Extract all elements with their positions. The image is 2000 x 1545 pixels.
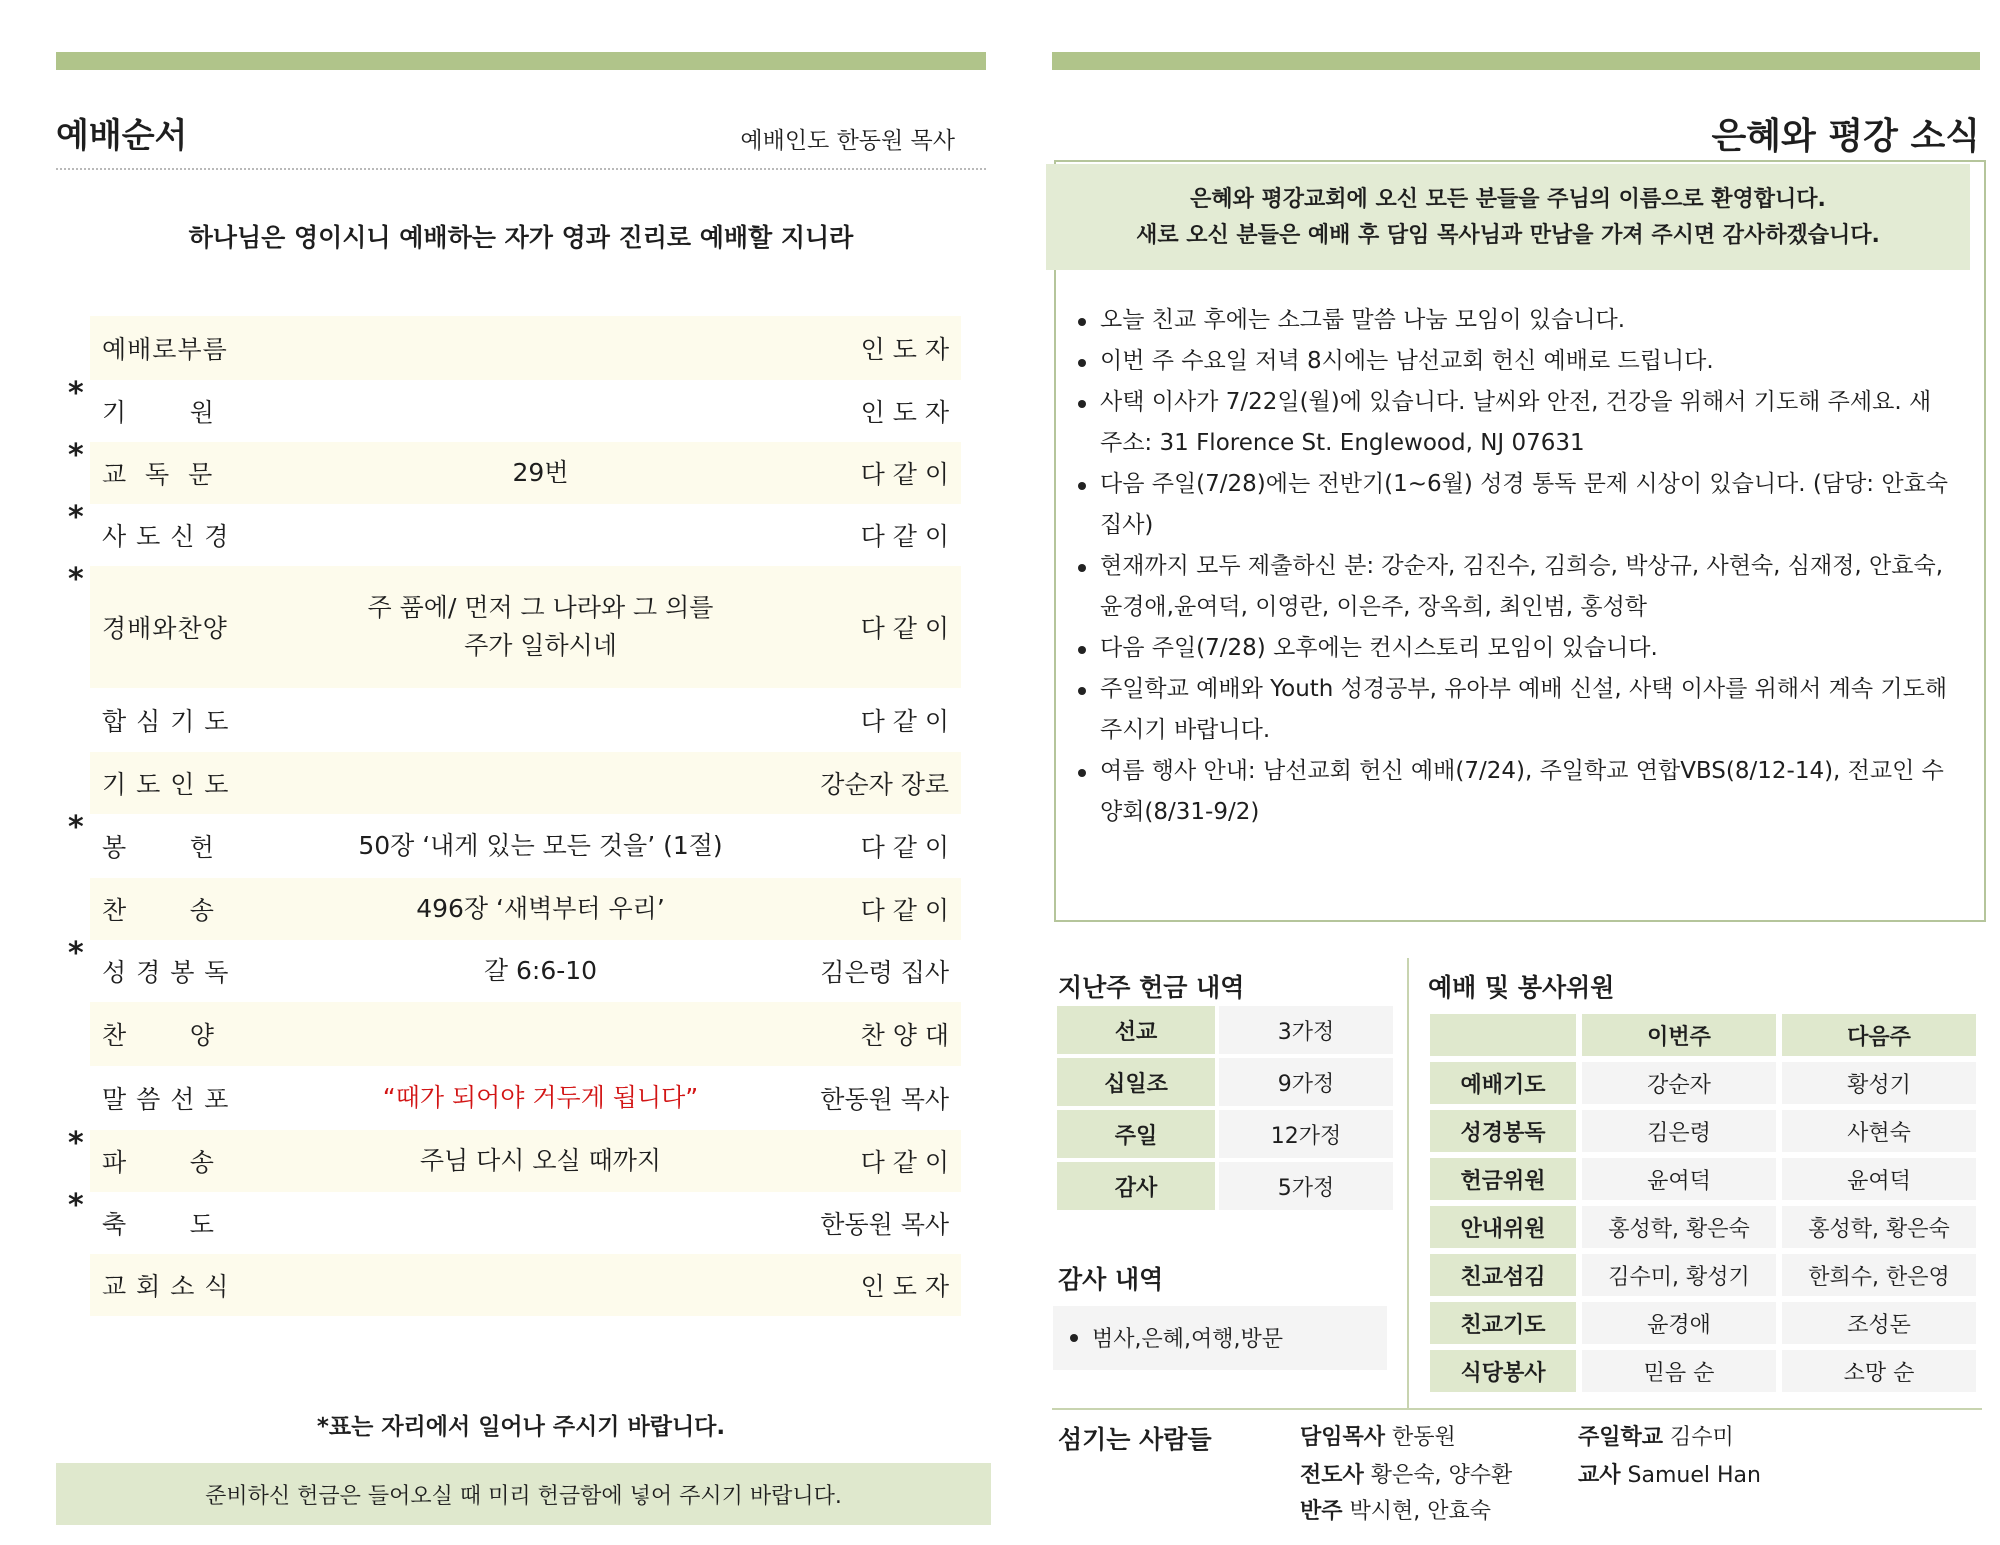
order-item-responder: 다 같 이	[860, 707, 949, 736]
order-item-name: 합 심 기 도	[102, 707, 230, 736]
worship-leader: 예배인도 한동원 목사	[740, 128, 955, 154]
staff-role: 반주	[1300, 1499, 1343, 1524]
order-item-name: 찬 송	[102, 896, 215, 925]
order-item-responder: 다 같 이	[860, 1148, 949, 1177]
order-row	[56, 316, 961, 380]
service-role: 안내위원	[1430, 1206, 1576, 1248]
table-row	[1430, 1302, 1976, 1344]
stand-asterisk-icon: *	[68, 500, 84, 535]
table-row	[1430, 1158, 1976, 1200]
staff-entry	[1578, 1420, 1734, 1451]
header-next-week: 다음주	[1782, 1014, 1976, 1056]
offering-value: 3가정	[1219, 1006, 1393, 1054]
offering-value: 5가정	[1219, 1162, 1393, 1210]
table-row	[1057, 1162, 1393, 1210]
order-item-content: 496장 ‘새벽부터 우리’	[416, 894, 665, 923]
order-item-responder: 김은령 집사	[820, 958, 949, 987]
service-next-week: 한희수, 한은영	[1782, 1254, 1976, 1296]
staff-names: 한동원	[1392, 1425, 1456, 1450]
order-item-responder: 한동원 목사	[820, 1085, 949, 1114]
order-row-body	[90, 442, 961, 504]
order-row	[56, 1254, 961, 1316]
order-row-body	[90, 688, 961, 752]
staff-names: 김수미	[1670, 1425, 1734, 1450]
order-item-content: 50장 ‘내게 있는 모든 것을’ (1절)	[358, 831, 723, 860]
order-row-body	[90, 504, 961, 566]
order-row	[56, 1188, 961, 1254]
welcome-line-1: 은혜와 평강교회에 오신 모든 분들을 주님의 이름으로 환영합니다.	[1190, 187, 1826, 212]
staff-names: 박시현, 안효숙	[1349, 1499, 1492, 1524]
order-row	[56, 1002, 961, 1066]
welcome-line-2: 새로 오신 분들은 예배 후 담임 목사님과 만남을 가져 주시면 감사하겠습니다.	[1136, 223, 1880, 248]
service-this-week: 김수미, 황성기	[1582, 1254, 1776, 1296]
service-next-week: 황성기	[1782, 1062, 1976, 1104]
order-item-responder: 인 도 자	[860, 335, 949, 364]
order-item-content: 갈 6:6-10	[483, 956, 598, 985]
staff-entry	[1300, 1420, 1456, 1451]
order-item-name: 축 도	[102, 1210, 215, 1239]
table-row	[1057, 1110, 1393, 1158]
offering-value: 12가정	[1219, 1110, 1393, 1158]
service-role: 친교기도	[1430, 1302, 1576, 1344]
title-divider	[56, 168, 986, 170]
service-role: 헌금위원	[1430, 1158, 1576, 1200]
offering-note: 준비하신 헌금은 들어오실 때 미리 헌금함에 넣어 주시기 바랍니다.	[56, 1463, 991, 1525]
service-next-week: 소망 순	[1782, 1350, 1976, 1392]
header-blank-cell	[1430, 1014, 1576, 1056]
stand-asterisk-icon: *	[68, 376, 84, 411]
news-item: 오늘 친교 후에는 소그룹 말씀 나눔 모임이 있습니다.	[1080, 300, 1960, 341]
sermon-title: “때가 되어야 거두게 됩니다”	[382, 1083, 699, 1112]
offering-label: 주일	[1057, 1110, 1215, 1158]
order-item-name: 교 독 문	[102, 460, 214, 489]
table-row	[1430, 1206, 1976, 1248]
service-next-week: 홍성학, 황은숙	[1782, 1206, 1976, 1248]
order-item-content: 주님 다시 오실 때까지	[419, 1146, 662, 1175]
stand-asterisk-icon: *	[68, 810, 84, 845]
header-this-week: 이번주	[1582, 1014, 1776, 1056]
order-row-body	[90, 380, 961, 442]
staff-role: 주일학교	[1578, 1425, 1664, 1450]
order-item-name: 기 원	[102, 398, 215, 427]
staff-role: 교사	[1578, 1463, 1621, 1488]
order-row	[56, 438, 961, 504]
staff-title: 섬기는 사람들	[1058, 1425, 1212, 1454]
news-item: 현재까지 모두 제출하신 분: 강순자, 김진수, 김희승, 박상규, 사현숙, 심재정, 안효숙, 윤경애,윤여덕, 이영란, 이은주, 장옥희, 최인범, 홍성학	[1080, 546, 1960, 628]
stand-asterisk-icon: *	[68, 1126, 84, 1161]
order-row-body	[90, 940, 961, 1002]
order-row	[56, 562, 961, 688]
stand-asterisk-icon: *	[68, 562, 84, 597]
order-row	[56, 936, 961, 1002]
offering-label: 십일조	[1057, 1058, 1215, 1106]
news-item: 사택 이사가 7/22일(월)에 있습니다. 날씨와 안전, 건강을 위해서 기도해 주세요. 새 주소: 31 Florence St. Englewood, NJ 07631	[1080, 382, 1960, 464]
order-row	[56, 1126, 961, 1192]
service-next-week: 조성돈	[1782, 1302, 1976, 1344]
table-row	[1430, 1110, 1976, 1152]
stand-asterisk-icon: *	[68, 1188, 84, 1223]
order-item-content: 29번	[512, 458, 569, 487]
news-item: 다음 주일(7/28) 오후에는 컨시스토리 모임이 있습니다.	[1080, 628, 1960, 669]
news-item: 여름 행사 안내: 남선교회 헌신 예배(7/24), 주일학교 연합VBS(8/12-14), 전교인 수양회(8/31-9/2)	[1080, 751, 1960, 833]
order-item-name: 봉 헌	[102, 833, 215, 862]
order-row-body	[90, 316, 961, 380]
service-role: 예배기도	[1430, 1062, 1576, 1104]
order-row-body	[90, 566, 961, 688]
news-title: 은혜와 평강 소식	[1711, 116, 1980, 157]
order-item-name: 사 도 신 경	[102, 522, 230, 551]
news-item: 다음 주일(7/28)에는 전반기(1~6월) 성경 통독 문제 시상이 있습니다. (담당: 안효숙 집사)	[1080, 464, 1960, 546]
staff-entry	[1300, 1458, 1512, 1489]
worship-order-list	[56, 316, 961, 1316]
staff-entry	[1300, 1494, 1491, 1525]
staff-role: 전도사	[1300, 1463, 1364, 1488]
order-row	[56, 752, 961, 814]
offering-table	[1053, 1002, 1397, 1214]
order-row	[56, 878, 961, 940]
order-row-body	[90, 814, 961, 878]
order-item-responder: 다 같 이	[860, 522, 949, 551]
offering-label: 감사	[1057, 1162, 1215, 1210]
news-item: 이번 주 수요일 저녁 8시에는 남선교회 헌신 예배로 드립니다.	[1080, 341, 1960, 382]
order-item-responder: 강순자 장로	[820, 770, 949, 799]
order-item-responder: 인 도 자	[860, 1272, 949, 1301]
order-item-responder: 한동원 목사	[820, 1210, 949, 1239]
left-top-bar	[56, 52, 986, 70]
staff-role: 담임목사	[1300, 1425, 1386, 1450]
order-row-body	[90, 1254, 961, 1316]
order-row	[56, 1066, 961, 1130]
order-item-name: 기 도 인 도	[102, 770, 230, 799]
service-role: 성경봉독	[1430, 1110, 1576, 1152]
order-item-name: 말 씀 선 포	[102, 1085, 230, 1114]
order-row-body	[90, 1002, 961, 1066]
service-this-week: 강순자	[1582, 1062, 1776, 1104]
order-row	[56, 500, 961, 566]
table-row	[1430, 1254, 1976, 1296]
order-row	[56, 688, 961, 752]
offering-title: 지난주 헌금 내역	[1058, 973, 1245, 1002]
welcome-banner	[1046, 164, 1970, 270]
order-row	[56, 376, 961, 442]
stand-asterisk-icon: *	[68, 936, 84, 971]
table-row	[1430, 1062, 1976, 1104]
order-row-body	[90, 1130, 961, 1192]
staff-entry	[1578, 1458, 1761, 1489]
order-item-name: 성 경 봉 독	[102, 958, 230, 987]
service-this-week: 윤경애	[1582, 1302, 1776, 1344]
service-next-week: 윤여덕	[1782, 1158, 1976, 1200]
offering-label: 선교	[1057, 1006, 1215, 1054]
right-top-bar	[1052, 52, 1980, 70]
order-item-responder: 다 같 이	[860, 833, 949, 862]
order-item-name: 찬 양	[102, 1021, 215, 1050]
service-this-week: 김은령	[1582, 1110, 1776, 1152]
staff-names: Samuel Han	[1627, 1463, 1761, 1488]
order-row-body	[90, 878, 961, 940]
order-item-responder: 인 도 자	[860, 398, 949, 427]
thanks-title: 감사 내역	[1058, 1265, 1164, 1294]
staff-divider	[1052, 1408, 1982, 1410]
order-item-name: 파 송	[102, 1148, 215, 1177]
order-row-body	[90, 1066, 961, 1130]
service-role: 식당봉사	[1430, 1350, 1576, 1392]
thanks-item: 범사,은혜,여행,방문	[1070, 1322, 1283, 1353]
theme-verse: 하나님은 영이시니 예배하는 자가 영과 진리로 예배할 지니라	[188, 223, 854, 252]
table-row	[1057, 1058, 1393, 1106]
order-item-name: 예배로부름	[102, 335, 228, 364]
service-this-week: 믿음 순	[1582, 1350, 1776, 1392]
order-item-responder: 다 같 이	[860, 460, 949, 489]
service-role: 친교섬김	[1430, 1254, 1576, 1296]
order-row-body	[90, 1192, 961, 1254]
order-row-body	[90, 752, 961, 814]
news-item: 주일학교 예배와 Youth 성경공부, 유아부 예배 신설, 사택 이사를 위해서 계속 기도해 주시기 바랍니다.	[1080, 669, 1960, 751]
order-item-responder: 다 같 이	[860, 614, 949, 643]
table-header-row	[1430, 1014, 1976, 1056]
order-item-responder: 다 같 이	[860, 896, 949, 925]
service-table	[1424, 1008, 1982, 1398]
table-row	[1057, 1006, 1393, 1054]
column-divider	[1407, 958, 1409, 1410]
table-row	[1430, 1350, 1976, 1392]
offering-value: 9가정	[1219, 1058, 1393, 1106]
order-row	[56, 810, 961, 878]
service-this-week: 윤여덕	[1582, 1158, 1776, 1200]
news-list	[1080, 300, 1960, 833]
order-item-content: 주 품에/ 먼저 그 나라와 그 의를 주가 일하시네	[367, 593, 714, 660]
service-next-week: 사현숙	[1782, 1110, 1976, 1152]
stand-asterisk-icon: *	[68, 438, 84, 473]
service-this-week: 홍성학, 황은숙	[1582, 1206, 1776, 1248]
order-item-responder: 찬 양 대	[860, 1021, 949, 1050]
service-title: 예배 및 봉사위원	[1428, 973, 1615, 1002]
order-item-name: 교 회 소 식	[102, 1272, 230, 1301]
order-title: 예배순서	[56, 116, 188, 156]
order-item-name: 경배와찬양	[102, 614, 228, 643]
staff-names: 황은숙, 양수환	[1370, 1463, 1513, 1488]
stand-note: *표는 자리에서 일어나 주시기 바랍니다.	[316, 1414, 726, 1440]
